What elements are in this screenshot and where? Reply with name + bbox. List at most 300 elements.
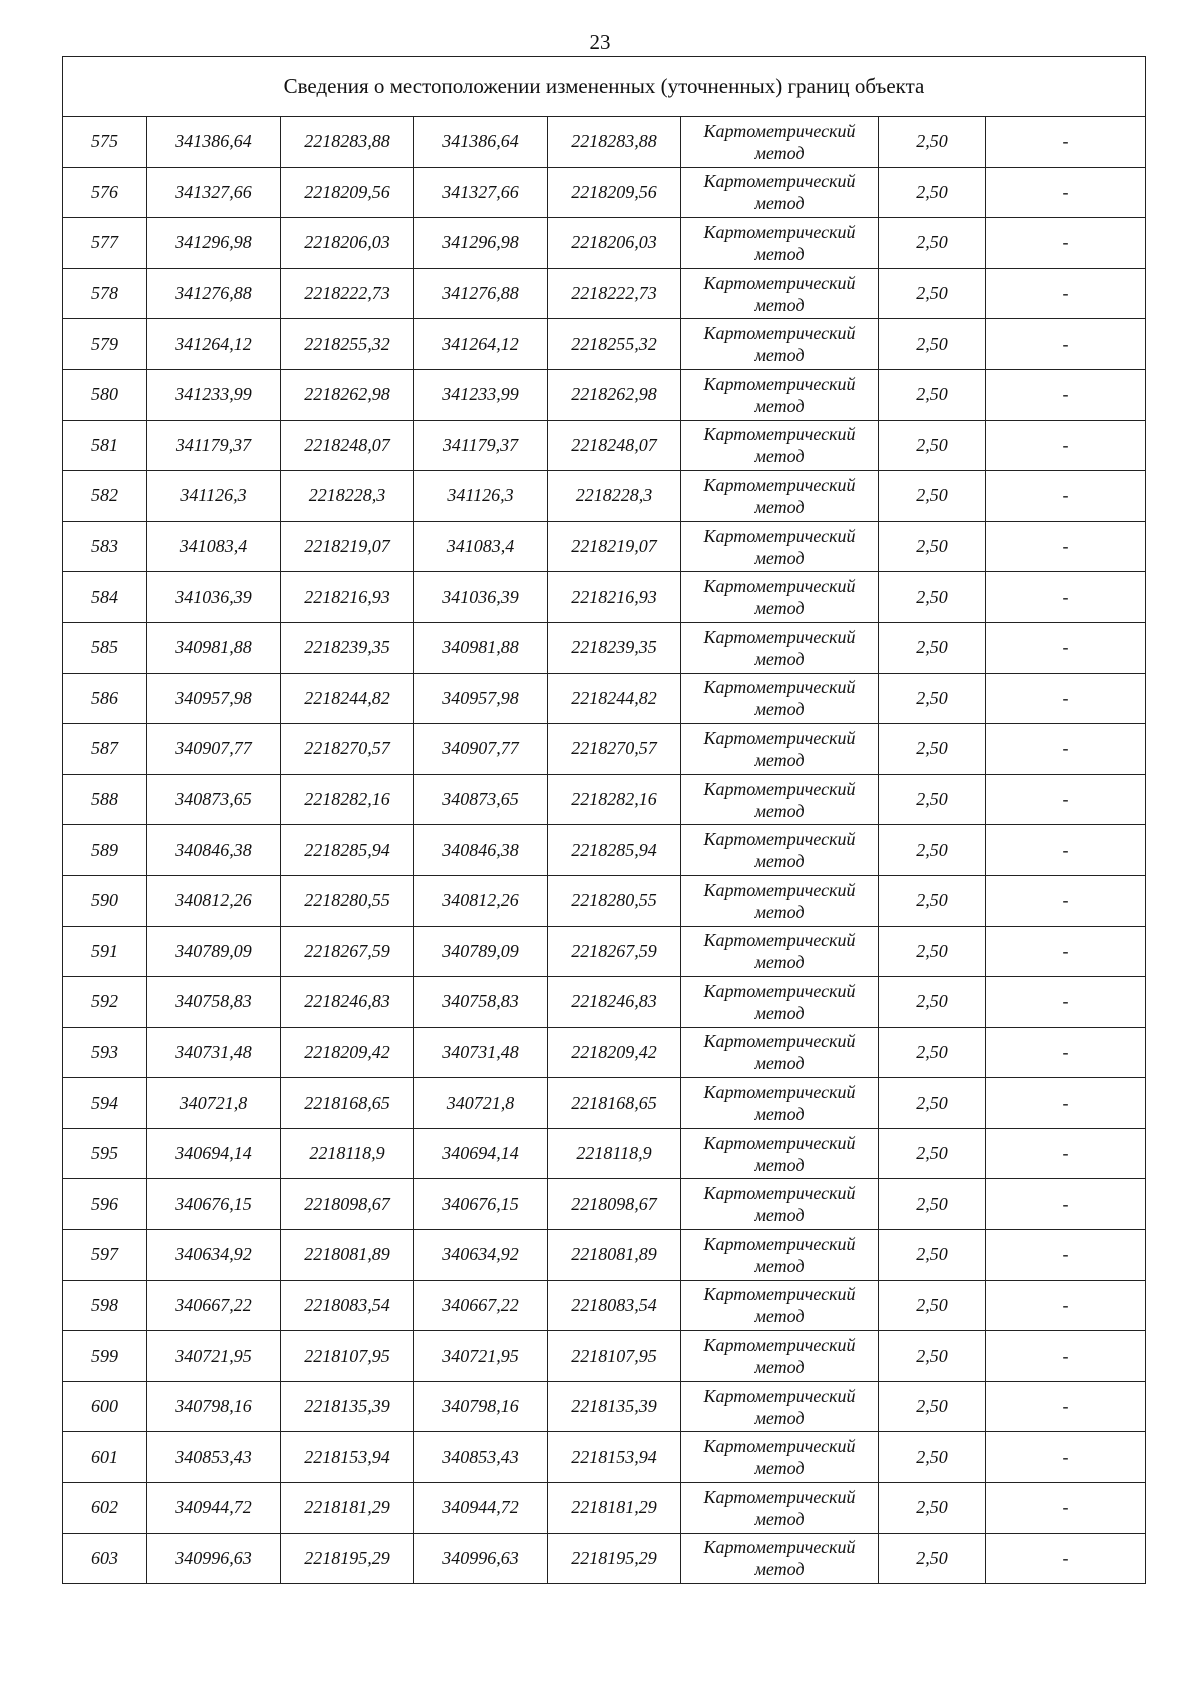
method-cell bbox=[681, 1078, 879, 1129]
specified-y-cell: 2218098,67 bbox=[548, 1179, 681, 1230]
point-number-cell: 590 bbox=[63, 875, 147, 926]
method-cell bbox=[681, 1128, 879, 1179]
table-row bbox=[63, 1179, 1146, 1230]
page-number: 23 bbox=[589, 30, 611, 54]
method-line-2: метод bbox=[754, 1255, 805, 1276]
method-cell bbox=[681, 1027, 879, 1078]
note-cell: - bbox=[986, 1179, 1146, 1230]
existing-y-cell: 2218246,83 bbox=[281, 977, 414, 1028]
note-cell: - bbox=[986, 521, 1146, 572]
table-row bbox=[63, 1533, 1146, 1584]
method-cell bbox=[681, 1280, 879, 1331]
specified-x-cell: 340812,26 bbox=[414, 875, 548, 926]
method-line-1: Картометрический bbox=[703, 626, 856, 647]
specified-x-cell: 341179,37 bbox=[414, 420, 548, 471]
accuracy-cell: 2,50 bbox=[879, 673, 986, 724]
point-number-cell: 588 bbox=[63, 774, 147, 825]
existing-x-cell: 341036,39 bbox=[147, 572, 281, 623]
point-number-cell: 594 bbox=[63, 1078, 147, 1129]
method-line-1: Картометрический bbox=[703, 930, 856, 951]
method-line-2: метод bbox=[754, 345, 805, 366]
method-line-1: Картометрический bbox=[703, 1385, 856, 1406]
method-cell bbox=[681, 268, 879, 319]
method-line-2: метод bbox=[754, 1508, 805, 1529]
point-number-cell: 585 bbox=[63, 622, 147, 673]
note-cell: - bbox=[986, 1331, 1146, 1382]
specified-x-cell: 340957,98 bbox=[414, 673, 548, 724]
point-number-cell: 600 bbox=[63, 1381, 147, 1432]
accuracy-cell: 2,50 bbox=[879, 1331, 986, 1382]
specified-x-cell: 340944,72 bbox=[414, 1483, 548, 1534]
method-line-2: метод bbox=[754, 243, 805, 264]
specified-x-cell: 340721,95 bbox=[414, 1331, 548, 1382]
specified-y-cell: 2218209,56 bbox=[548, 167, 681, 218]
method-line-2: метод bbox=[754, 1154, 805, 1175]
method-line-2: метод bbox=[754, 193, 805, 214]
existing-y-cell: 2218135,39 bbox=[281, 1381, 414, 1432]
method-line-1: Картометрический bbox=[703, 1436, 856, 1457]
specified-x-cell: 341036,39 bbox=[414, 572, 548, 623]
specified-x-cell: 340694,14 bbox=[414, 1128, 548, 1179]
specified-y-cell: 2218135,39 bbox=[548, 1381, 681, 1432]
method-line-1: Картометрический bbox=[703, 120, 856, 141]
accuracy-cell: 2,50 bbox=[879, 875, 986, 926]
point-number-cell: 577 bbox=[63, 218, 147, 269]
specified-x-cell: 340981,88 bbox=[414, 622, 548, 673]
existing-x-cell: 341327,66 bbox=[147, 167, 281, 218]
method-line-2: метод bbox=[754, 749, 805, 770]
boundary-coordinates-table bbox=[62, 56, 1146, 1584]
existing-y-cell: 2218283,88 bbox=[281, 117, 414, 168]
existing-x-cell: 340634,92 bbox=[147, 1230, 281, 1281]
point-number-cell: 586 bbox=[63, 673, 147, 724]
point-number-cell: 581 bbox=[63, 420, 147, 471]
existing-y-cell: 2218098,67 bbox=[281, 1179, 414, 1230]
method-cell bbox=[681, 875, 879, 926]
existing-y-cell: 2218228,3 bbox=[281, 471, 414, 522]
method-line-2: метод bbox=[754, 1559, 805, 1580]
method-line-2: метод bbox=[754, 800, 805, 821]
table-row bbox=[63, 167, 1146, 218]
specified-x-cell: 340789,09 bbox=[414, 926, 548, 977]
accuracy-cell: 2,50 bbox=[879, 1179, 986, 1230]
existing-x-cell: 340981,88 bbox=[147, 622, 281, 673]
accuracy-cell: 2,50 bbox=[879, 1533, 986, 1584]
accuracy-cell: 2,50 bbox=[879, 420, 986, 471]
accuracy-cell: 2,50 bbox=[879, 1230, 986, 1281]
point-number-cell: 601 bbox=[63, 1432, 147, 1483]
table-row bbox=[63, 1381, 1146, 1432]
method-line-1: Картометрический bbox=[703, 1537, 856, 1558]
point-number-cell: 587 bbox=[63, 724, 147, 775]
method-line-2: метод bbox=[754, 598, 805, 619]
method-cell bbox=[681, 1432, 879, 1483]
point-number-cell: 582 bbox=[63, 471, 147, 522]
method-cell bbox=[681, 724, 879, 775]
table-row bbox=[63, 724, 1146, 775]
method-line-2: метод bbox=[754, 1407, 805, 1428]
accuracy-cell: 2,50 bbox=[879, 369, 986, 420]
table-row bbox=[63, 1483, 1146, 1534]
existing-x-cell: 341296,98 bbox=[147, 218, 281, 269]
table-row bbox=[63, 673, 1146, 724]
point-number-cell: 597 bbox=[63, 1230, 147, 1281]
note-cell: - bbox=[986, 1432, 1146, 1483]
note-cell: - bbox=[986, 622, 1146, 673]
method-line-2: метод bbox=[754, 901, 805, 922]
point-number-cell: 591 bbox=[63, 926, 147, 977]
table-row bbox=[63, 218, 1146, 269]
accuracy-cell: 2,50 bbox=[879, 1027, 986, 1078]
accuracy-cell: 2,50 bbox=[879, 724, 986, 775]
table-row bbox=[63, 977, 1146, 1028]
specified-y-cell: 2218219,07 bbox=[548, 521, 681, 572]
method-line-1: Картометрический bbox=[703, 373, 856, 394]
accuracy-cell: 2,50 bbox=[879, 1432, 986, 1483]
existing-y-cell: 2218216,93 bbox=[281, 572, 414, 623]
note-cell: - bbox=[986, 1381, 1146, 1432]
point-number-cell: 602 bbox=[63, 1483, 147, 1534]
specified-x-cell: 340798,16 bbox=[414, 1381, 548, 1432]
method-line-2: метод bbox=[754, 496, 805, 517]
method-cell bbox=[681, 167, 879, 218]
specified-y-cell: 2218209,42 bbox=[548, 1027, 681, 1078]
existing-x-cell: 340846,38 bbox=[147, 825, 281, 876]
note-cell: - bbox=[986, 471, 1146, 522]
method-line-1: Картометрический bbox=[703, 1031, 856, 1052]
existing-y-cell: 2218262,98 bbox=[281, 369, 414, 420]
note-cell: - bbox=[986, 1128, 1146, 1179]
accuracy-cell: 2,50 bbox=[879, 218, 986, 269]
point-number-cell: 589 bbox=[63, 825, 147, 876]
existing-x-cell: 340996,63 bbox=[147, 1533, 281, 1584]
existing-y-cell: 2218244,82 bbox=[281, 673, 414, 724]
existing-y-cell: 2218267,59 bbox=[281, 926, 414, 977]
note-cell: - bbox=[986, 369, 1146, 420]
specified-x-cell: 340907,77 bbox=[414, 724, 548, 775]
existing-y-cell: 2218239,35 bbox=[281, 622, 414, 673]
specified-y-cell: 2218282,16 bbox=[548, 774, 681, 825]
method-line-2: метод bbox=[754, 1205, 805, 1226]
accuracy-cell: 2,50 bbox=[879, 977, 986, 1028]
method-line-1: Картометрический bbox=[703, 525, 856, 546]
specified-x-cell: 340996,63 bbox=[414, 1533, 548, 1584]
point-number-cell: 595 bbox=[63, 1128, 147, 1179]
table-row bbox=[63, 117, 1146, 168]
point-number-cell: 592 bbox=[63, 977, 147, 1028]
existing-x-cell: 340721,95 bbox=[147, 1331, 281, 1382]
specified-x-cell: 340676,15 bbox=[414, 1179, 548, 1230]
accuracy-cell: 2,50 bbox=[879, 825, 986, 876]
table-row bbox=[63, 774, 1146, 825]
method-cell bbox=[681, 673, 879, 724]
note-cell: - bbox=[986, 319, 1146, 370]
method-line-1: Картометрический bbox=[703, 778, 856, 799]
accuracy-cell: 2,50 bbox=[879, 926, 986, 977]
specified-x-cell: 340667,22 bbox=[414, 1280, 548, 1331]
note-cell: - bbox=[986, 1027, 1146, 1078]
method-cell bbox=[681, 622, 879, 673]
method-line-1: Картометрический bbox=[703, 474, 856, 495]
note-cell: - bbox=[986, 774, 1146, 825]
existing-x-cell: 340667,22 bbox=[147, 1280, 281, 1331]
accuracy-cell: 2,50 bbox=[879, 774, 986, 825]
table-body bbox=[63, 57, 1146, 1584]
method-cell bbox=[681, 218, 879, 269]
method-cell bbox=[681, 825, 879, 876]
method-line-2: метод bbox=[754, 395, 805, 416]
existing-y-cell: 2218285,94 bbox=[281, 825, 414, 876]
specified-x-cell: 340634,92 bbox=[414, 1230, 548, 1281]
method-line-2: метод bbox=[754, 1306, 805, 1327]
specified-x-cell: 341296,98 bbox=[414, 218, 548, 269]
method-cell bbox=[681, 420, 879, 471]
note-cell: - bbox=[986, 1078, 1146, 1129]
existing-x-cell: 340853,43 bbox=[147, 1432, 281, 1483]
specified-y-cell: 2218206,03 bbox=[548, 218, 681, 269]
point-number-cell: 580 bbox=[63, 369, 147, 420]
table-row bbox=[63, 1432, 1146, 1483]
method-line-2: метод bbox=[754, 851, 805, 872]
method-line-1: Картометрический bbox=[703, 829, 856, 850]
method-line-1: Картометрический bbox=[703, 980, 856, 1001]
method-cell bbox=[681, 1483, 879, 1534]
note-cell: - bbox=[986, 218, 1146, 269]
specified-x-cell: 341276,88 bbox=[414, 268, 548, 319]
existing-y-cell: 2218282,16 bbox=[281, 774, 414, 825]
specified-x-cell: 340853,43 bbox=[414, 1432, 548, 1483]
existing-x-cell: 341179,37 bbox=[147, 420, 281, 471]
specified-y-cell: 2218270,57 bbox=[548, 724, 681, 775]
specified-x-cell: 341083,4 bbox=[414, 521, 548, 572]
specified-y-cell: 2218280,55 bbox=[548, 875, 681, 926]
accuracy-cell: 2,50 bbox=[879, 521, 986, 572]
existing-x-cell: 340873,65 bbox=[147, 774, 281, 825]
method-cell bbox=[681, 319, 879, 370]
specified-x-cell: 341386,64 bbox=[414, 117, 548, 168]
specified-y-cell: 2218244,82 bbox=[548, 673, 681, 724]
existing-x-cell: 340907,77 bbox=[147, 724, 281, 775]
specified-y-cell: 2218222,73 bbox=[548, 268, 681, 319]
note-cell: - bbox=[986, 572, 1146, 623]
point-number-cell: 598 bbox=[63, 1280, 147, 1331]
accuracy-cell: 2,50 bbox=[879, 471, 986, 522]
existing-y-cell: 2218280,55 bbox=[281, 875, 414, 926]
method-cell bbox=[681, 1331, 879, 1382]
note-cell: - bbox=[986, 1280, 1146, 1331]
existing-x-cell: 341386,64 bbox=[147, 117, 281, 168]
table-row bbox=[63, 622, 1146, 673]
specified-x-cell: 341327,66 bbox=[414, 167, 548, 218]
specified-y-cell: 2218228,3 bbox=[548, 471, 681, 522]
existing-x-cell: 341083,4 bbox=[147, 521, 281, 572]
specified-y-cell: 2218153,94 bbox=[548, 1432, 681, 1483]
accuracy-cell: 2,50 bbox=[879, 1280, 986, 1331]
note-cell: - bbox=[986, 977, 1146, 1028]
method-cell bbox=[681, 471, 879, 522]
specified-x-cell: 340873,65 bbox=[414, 774, 548, 825]
method-line-1: Картометрический bbox=[703, 323, 856, 344]
existing-x-cell: 340944,72 bbox=[147, 1483, 281, 1534]
accuracy-cell: 2,50 bbox=[879, 167, 986, 218]
existing-x-cell: 340789,09 bbox=[147, 926, 281, 977]
specified-x-cell: 341126,3 bbox=[414, 471, 548, 522]
accuracy-cell: 2,50 bbox=[879, 1128, 986, 1179]
method-line-2: метод bbox=[754, 1357, 805, 1378]
specified-x-cell: 341264,12 bbox=[414, 319, 548, 370]
table-row bbox=[63, 926, 1146, 977]
existing-x-cell: 340694,14 bbox=[147, 1128, 281, 1179]
point-number-cell: 596 bbox=[63, 1179, 147, 1230]
existing-x-cell: 341276,88 bbox=[147, 268, 281, 319]
point-number-cell: 603 bbox=[63, 1533, 147, 1584]
existing-y-cell: 2218222,73 bbox=[281, 268, 414, 319]
point-number-cell: 579 bbox=[63, 319, 147, 370]
table-row bbox=[63, 1078, 1146, 1129]
method-cell bbox=[681, 521, 879, 572]
accuracy-cell: 2,50 bbox=[879, 622, 986, 673]
existing-x-cell: 341126,3 bbox=[147, 471, 281, 522]
existing-x-cell: 340812,26 bbox=[147, 875, 281, 926]
method-cell bbox=[681, 977, 879, 1028]
method-line-1: Картометрический bbox=[703, 1082, 856, 1103]
table-row bbox=[63, 319, 1146, 370]
method-cell bbox=[681, 117, 879, 168]
specified-x-cell: 340731,48 bbox=[414, 1027, 548, 1078]
existing-y-cell: 2218181,29 bbox=[281, 1483, 414, 1534]
table-title: Сведения о местоположении измененных (уточненных) границ объекта bbox=[63, 57, 1146, 117]
method-line-2: метод bbox=[754, 1458, 805, 1479]
existing-y-cell: 2218255,32 bbox=[281, 319, 414, 370]
specified-y-cell: 2218216,93 bbox=[548, 572, 681, 623]
accuracy-cell: 2,50 bbox=[879, 319, 986, 370]
specified-y-cell: 2218248,07 bbox=[548, 420, 681, 471]
existing-x-cell: 340758,83 bbox=[147, 977, 281, 1028]
method-cell bbox=[681, 774, 879, 825]
existing-y-cell: 2218083,54 bbox=[281, 1280, 414, 1331]
existing-x-cell: 341233,99 bbox=[147, 369, 281, 420]
specified-y-cell: 2218246,83 bbox=[548, 977, 681, 1028]
method-line-1: Картометрический bbox=[703, 171, 856, 192]
existing-x-cell: 340676,15 bbox=[147, 1179, 281, 1230]
note-cell: - bbox=[986, 926, 1146, 977]
existing-y-cell: 2218219,07 bbox=[281, 521, 414, 572]
specified-x-cell: 340846,38 bbox=[414, 825, 548, 876]
point-number-cell: 578 bbox=[63, 268, 147, 319]
table-row bbox=[63, 825, 1146, 876]
method-line-2: метод bbox=[754, 1053, 805, 1074]
method-cell bbox=[681, 572, 879, 623]
accuracy-cell: 2,50 bbox=[879, 117, 986, 168]
point-number-cell: 584 bbox=[63, 572, 147, 623]
specified-y-cell: 2218107,95 bbox=[548, 1331, 681, 1382]
note-cell: - bbox=[986, 673, 1146, 724]
specified-y-cell: 2218118,9 bbox=[548, 1128, 681, 1179]
note-cell: - bbox=[986, 167, 1146, 218]
specified-y-cell: 2218239,35 bbox=[548, 622, 681, 673]
method-cell bbox=[681, 1179, 879, 1230]
table-row bbox=[63, 572, 1146, 623]
note-cell: - bbox=[986, 875, 1146, 926]
accuracy-cell: 2,50 bbox=[879, 1381, 986, 1432]
existing-y-cell: 2218153,94 bbox=[281, 1432, 414, 1483]
method-cell bbox=[681, 1533, 879, 1584]
method-cell bbox=[681, 1381, 879, 1432]
method-line-2: метод bbox=[754, 699, 805, 720]
note-cell: - bbox=[986, 420, 1146, 471]
method-line-1: Картометрический bbox=[703, 1486, 856, 1507]
method-line-1: Картометрический bbox=[703, 272, 856, 293]
table-row bbox=[63, 1280, 1146, 1331]
point-number-cell: 583 bbox=[63, 521, 147, 572]
specified-y-cell: 2218168,65 bbox=[548, 1078, 681, 1129]
specified-y-cell: 2218262,98 bbox=[548, 369, 681, 420]
method-line-1: Картометрический bbox=[703, 1284, 856, 1305]
specified-x-cell: 340721,8 bbox=[414, 1078, 548, 1129]
method-line-2: метод bbox=[754, 446, 805, 467]
method-cell bbox=[681, 926, 879, 977]
note-cell: - bbox=[986, 825, 1146, 876]
accuracy-cell: 2,50 bbox=[879, 1078, 986, 1129]
note-cell: - bbox=[986, 724, 1146, 775]
method-line-1: Картометрический bbox=[703, 727, 856, 748]
existing-x-cell: 340721,8 bbox=[147, 1078, 281, 1129]
note-cell: - bbox=[986, 1533, 1146, 1584]
existing-y-cell: 2218081,89 bbox=[281, 1230, 414, 1281]
method-line-2: метод bbox=[754, 1002, 805, 1023]
method-line-1: Картометрический bbox=[703, 1132, 856, 1153]
table-row bbox=[63, 369, 1146, 420]
point-number-cell: 599 bbox=[63, 1331, 147, 1382]
accuracy-cell: 2,50 bbox=[879, 1483, 986, 1534]
specified-y-cell: 2218195,29 bbox=[548, 1533, 681, 1584]
method-line-1: Картометрический bbox=[703, 424, 856, 445]
specified-y-cell: 2218083,54 bbox=[548, 1280, 681, 1331]
accuracy-cell: 2,50 bbox=[879, 268, 986, 319]
specified-y-cell: 2218285,94 bbox=[548, 825, 681, 876]
note-cell: - bbox=[986, 117, 1146, 168]
method-line-1: Картометрический bbox=[703, 1183, 856, 1204]
note-cell: - bbox=[986, 268, 1146, 319]
existing-y-cell: 2218118,9 bbox=[281, 1128, 414, 1179]
method-line-1: Картометрический bbox=[703, 879, 856, 900]
note-cell: - bbox=[986, 1483, 1146, 1534]
table-row bbox=[63, 1331, 1146, 1382]
specified-y-cell: 2218283,88 bbox=[548, 117, 681, 168]
existing-x-cell: 340731,48 bbox=[147, 1027, 281, 1078]
existing-y-cell: 2218195,29 bbox=[281, 1533, 414, 1584]
table-row bbox=[63, 471, 1146, 522]
existing-x-cell: 341264,12 bbox=[147, 319, 281, 370]
existing-y-cell: 2218107,95 bbox=[281, 1331, 414, 1382]
specified-y-cell: 2218255,32 bbox=[548, 319, 681, 370]
specified-y-cell: 2218267,59 bbox=[548, 926, 681, 977]
method-line-2: метод bbox=[754, 648, 805, 669]
specified-x-cell: 340758,83 bbox=[414, 977, 548, 1028]
point-number-cell: 593 bbox=[63, 1027, 147, 1078]
method-line-2: метод bbox=[754, 142, 805, 163]
existing-y-cell: 2218209,56 bbox=[281, 167, 414, 218]
table-row bbox=[63, 1027, 1146, 1078]
table-row bbox=[63, 1230, 1146, 1281]
specified-y-cell: 2218081,89 bbox=[548, 1230, 681, 1281]
method-cell bbox=[681, 1230, 879, 1281]
existing-y-cell: 2218209,42 bbox=[281, 1027, 414, 1078]
method-line-2: метод bbox=[754, 294, 805, 315]
existing-y-cell: 2218248,07 bbox=[281, 420, 414, 471]
point-number-cell: 575 bbox=[63, 117, 147, 168]
method-line-2: метод bbox=[754, 547, 805, 568]
